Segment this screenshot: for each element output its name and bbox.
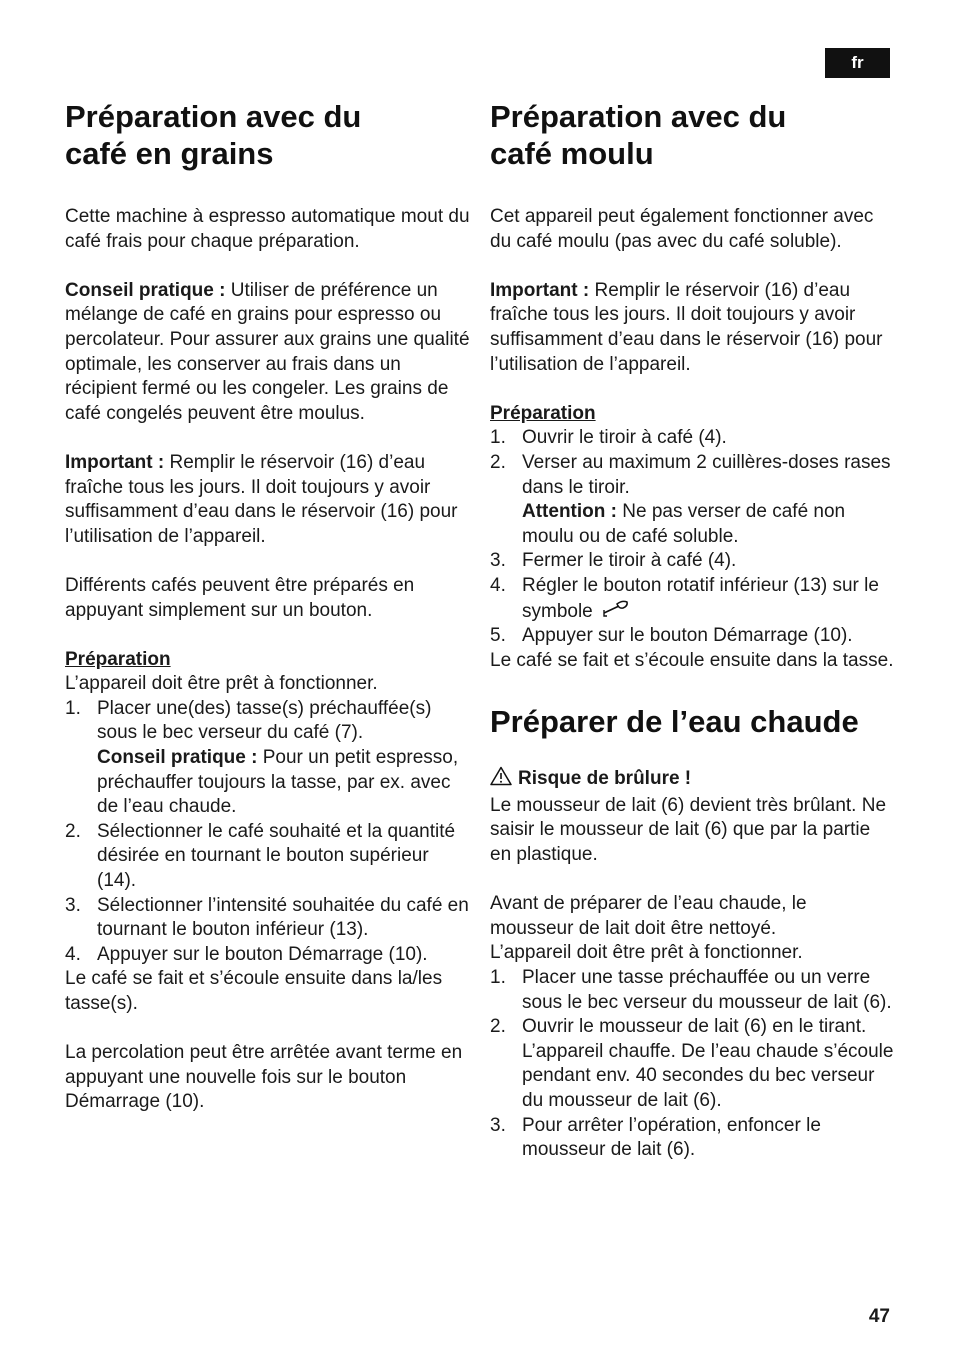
left-column bbox=[65, 98, 470, 1140]
language-tab: fr bbox=[825, 48, 890, 78]
list-item: 2. Ouvrir le mousseur de lait (6) en le tirant. L’appareil chauffe. De l’eau chaude s’écoule pendant env. 40 secondes du bec verseur du mousseur de lait (6). bbox=[490, 1016, 894, 1111]
left-steps bbox=[65, 697, 470, 968]
right-title: Préparation avec du café moulu bbox=[490, 99, 787, 171]
left-different: Différents cafés peuvent être préparés en appuyant simplement sur un bouton. bbox=[65, 574, 415, 621]
right-column bbox=[490, 98, 895, 1163]
left-tip: Conseil pratique : Utiliser de préférence un mélange de café en grains pour espresso ou percolateur. Pour assurer aux grains une qualité optimale, les conserver au frais dans un récipient fermé ou les congeler. Les grains de café congelés peuvent être moulus. bbox=[65, 279, 470, 424]
left-important: Important : Remplir le réservoir (16) d’eau fraîche tous les jours. Il doit toujours y avoir suffisamment d’eau dans le réservoir (16) pour l’utilisation de l’appareil. bbox=[65, 451, 458, 547]
before-text: Avant de préparer de l’eau chaude, le mousseur de lait doit être nettoyé. bbox=[490, 893, 807, 939]
list-item: 3. Sélectionner l’intensité souhaitée du café en tournant le bouton inférieur (13). bbox=[65, 894, 469, 941]
ready-text: L’appareil doit être prêt à fonctionner. bbox=[490, 942, 803, 964]
list-item: 3. Pour arrêter l’opération, enfoncer le mousseur de lait (6). bbox=[490, 1114, 821, 1161]
left-prep-intro: L’appareil doit être prêt à fonctionner. bbox=[65, 673, 378, 695]
page-number: 47 bbox=[868, 1306, 890, 1327]
right-prep-heading: Préparation bbox=[490, 402, 596, 424]
left-after: Le café se fait et s’écoule ensuite dans la/les tasse(s). bbox=[65, 968, 443, 1014]
warning-heading: Risque de brûlure ! bbox=[490, 766, 895, 794]
left-intro: Cette machine à espresso automatique mout du café frais pour chaque préparation. bbox=[65, 206, 470, 252]
list-item: 2. Verser au maximum 2 cuillères-doses rases dans le tiroir. Attention : Ne pas verser de café non moulu ou de café soluble. bbox=[490, 451, 891, 547]
hot-water-title: Préparer de l’eau chaude bbox=[490, 704, 859, 740]
list-item: 3. Fermer le tiroir à café (4). bbox=[490, 550, 737, 572]
list-item: 5. Appuyer sur le bouton Démarrage (10). bbox=[490, 625, 853, 647]
right-after: Le café se fait et s’écoule ensuite dans la tasse. bbox=[490, 649, 894, 671]
list-item: 1. Ouvrir le tiroir à café (4). bbox=[490, 427, 727, 449]
hot-steps bbox=[490, 966, 895, 1163]
list-item: 4. Appuyer sur le bouton Démarrage (10). bbox=[65, 943, 428, 965]
list-item: 1. Placer une tasse préchauffée ou un verre sous le bec verseur du mousseur de lait (6). bbox=[490, 967, 892, 1013]
left-prep-heading: Préparation bbox=[65, 648, 171, 670]
left-stop: La percolation peut être arrêtée avant terme en appuyant une nouvelle fois sur le bouton Démarrage (10). bbox=[65, 1042, 463, 1113]
right-important: Important : Remplir le réservoir (16) d’eau fraîche tous les jours. Il doit toujours y avoir suffisamment d’eau dans le réservoir (16) pour l’utilisation de l’appareil. bbox=[490, 279, 883, 375]
ground-coffee-spoon-icon bbox=[602, 599, 630, 625]
right-steps bbox=[490, 426, 895, 648]
left-title: Préparation avec du café en grains bbox=[65, 99, 362, 171]
right-intro: Cet appareil peut également fonctionner avec du café moulu (pas avec du café soluble). bbox=[490, 206, 874, 252]
list-item: 4. Régler le bouton rotatif inférieur (13) sur le symbole bbox=[490, 574, 895, 624]
list-item: 2. Sélectionner le café souhaité et la quantité désirée en tournant le bouton supérieur (14). bbox=[65, 820, 456, 892]
list-item: 1. Placer une(des) tasse(s) préchauffée(s) sous le bec verseur du café (7). Conseil pratique : Pour un petit espresso, préchauffer toujours la tasse, par ex. avec de l’eau chaude. bbox=[65, 697, 459, 818]
warning-text: Le mousseur de lait (6) devient très brûlant. Ne saisir le mousseur de lait (6) que par la partie en plastique. bbox=[490, 794, 887, 866]
warning-triangle-icon bbox=[490, 766, 512, 794]
